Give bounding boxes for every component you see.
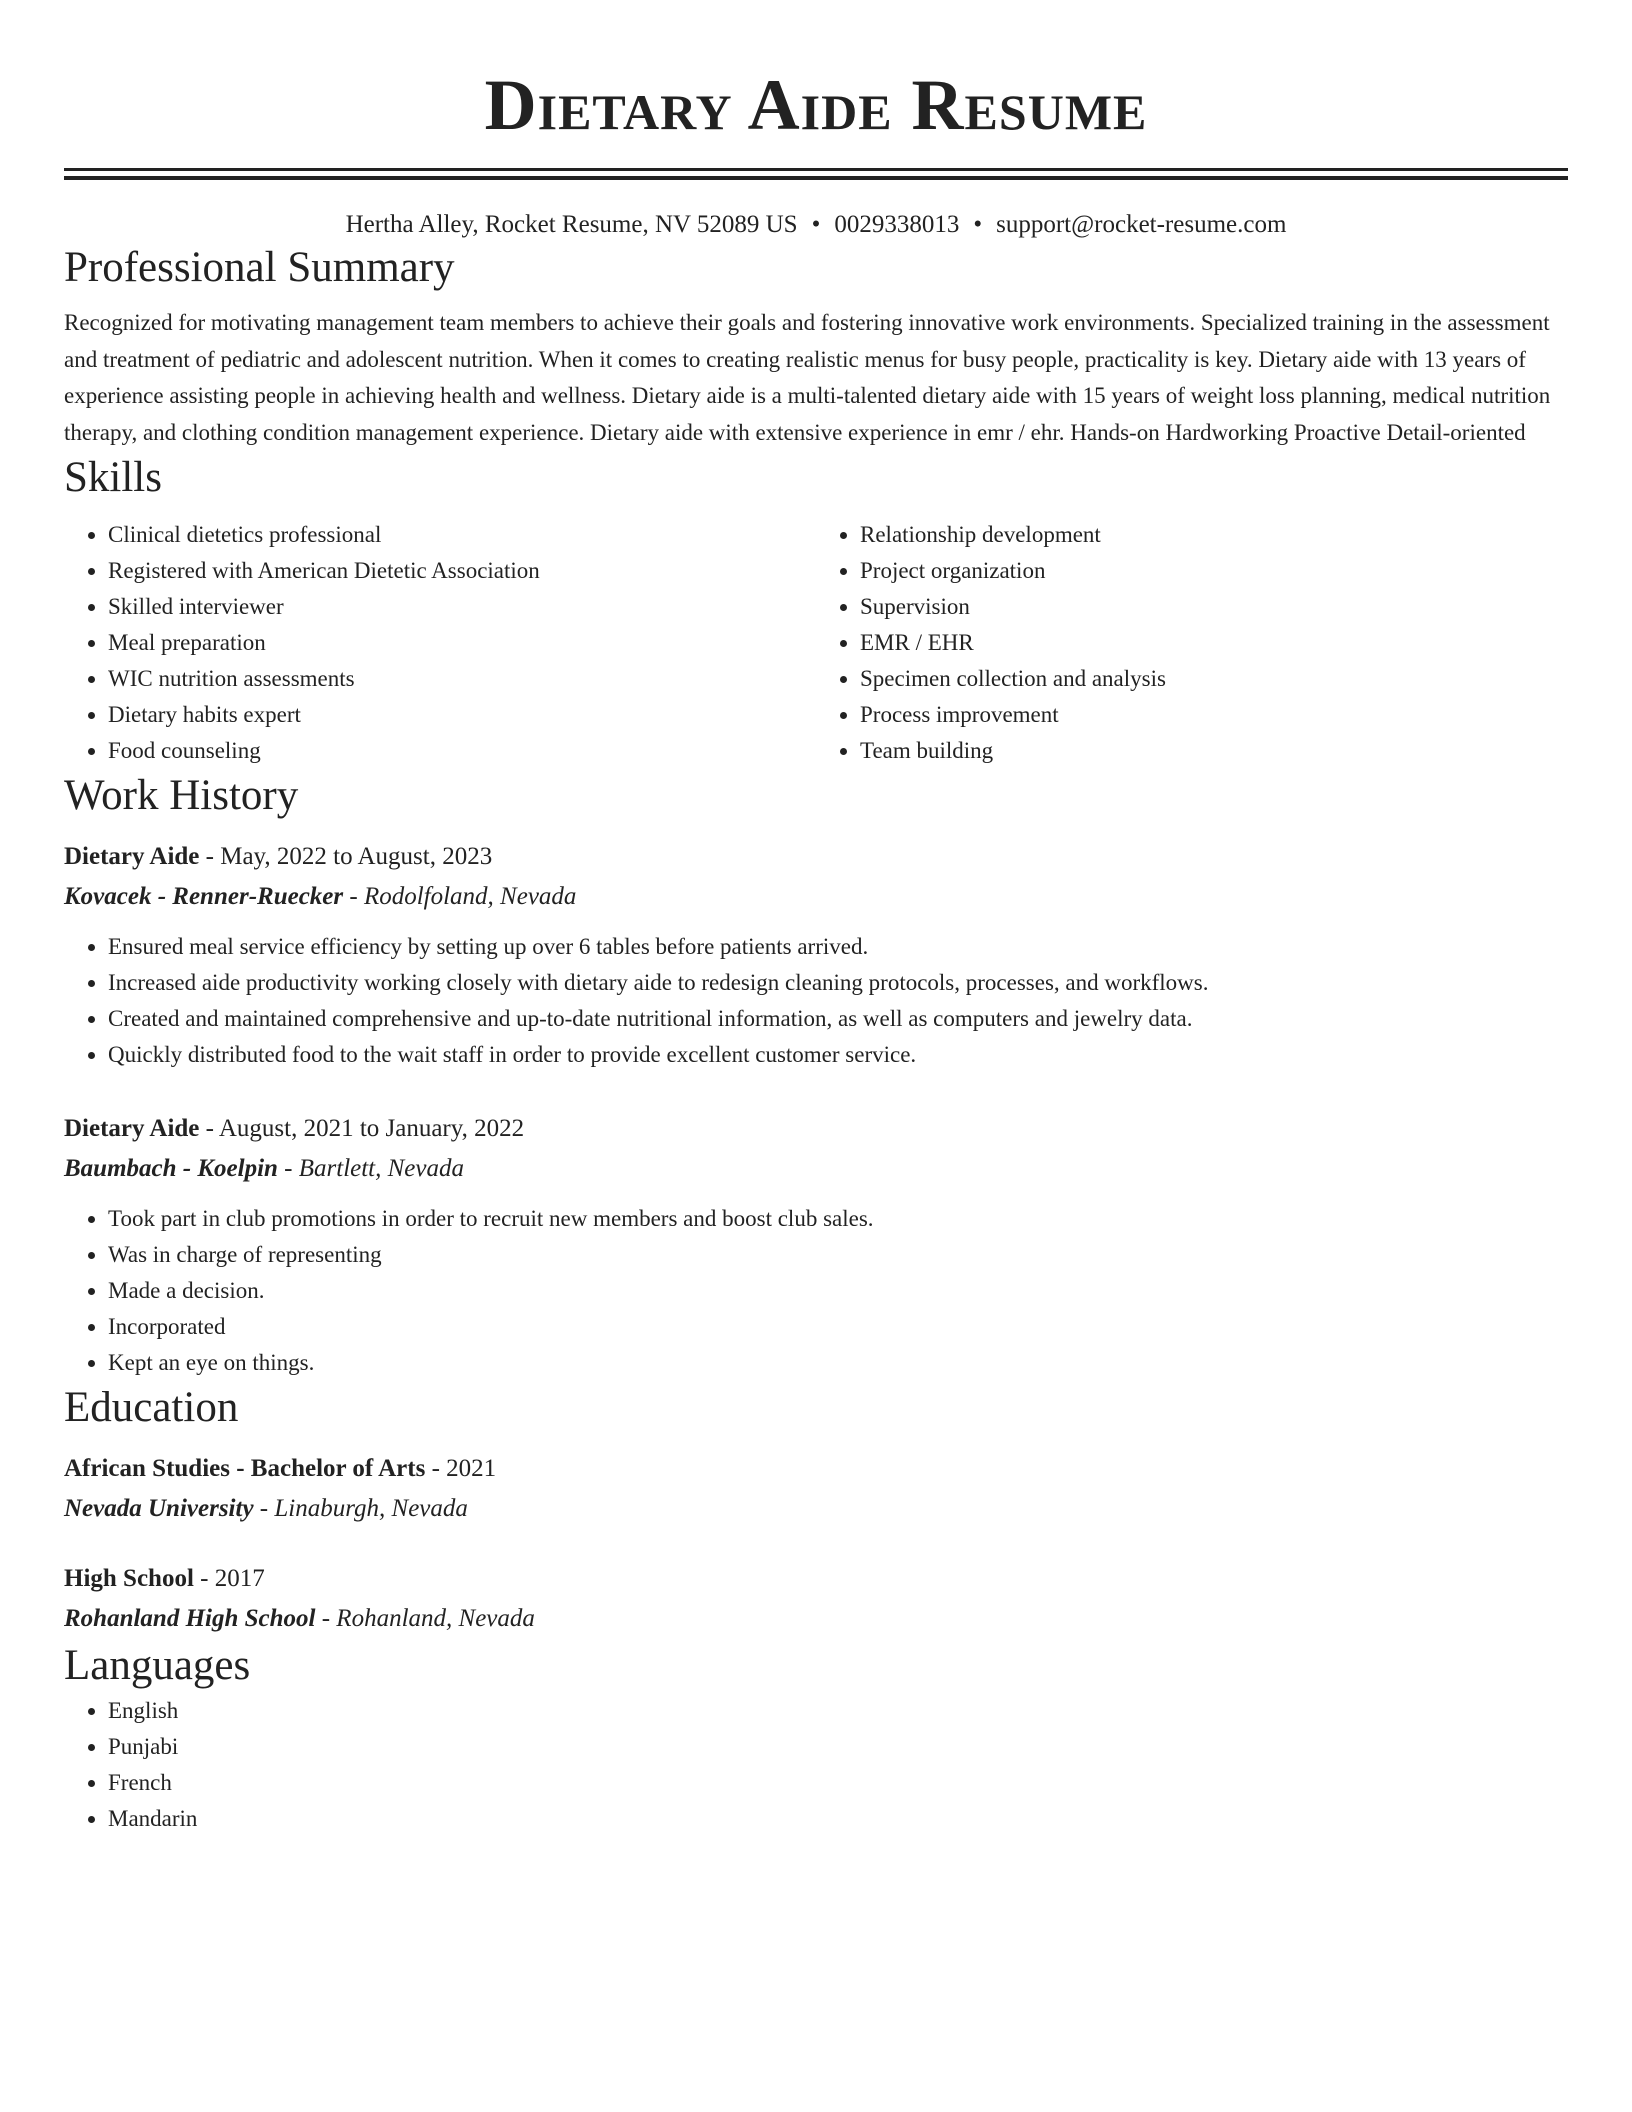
skills-heading: Skills (64, 454, 162, 501)
job-duty: • Quickly distributed food to the wait staff in order to provide excellent customer service. (108, 1037, 1568, 1073)
education-school: Nevada University (64, 1495, 254, 1522)
job-company-line (64, 1149, 1568, 1189)
contact-separator: • (811, 211, 821, 238)
job-dates: - May, 2022 to August, 2023 (199, 843, 493, 870)
education-entry (64, 1449, 1568, 1529)
job-duty: • Took part in club promotions in order to recruit new members and boost club sales. (108, 1201, 1568, 1237)
education-school-line (64, 1599, 1568, 1639)
education-header (64, 1449, 1568, 1489)
job-company: Kovacek - Renner-Ruecker (64, 883, 344, 910)
skill-item: • Specimen collection and analysis (860, 661, 1568, 697)
job-company: Baumbach - Koelpin (64, 1155, 278, 1182)
contact-line (64, 209, 1568, 241)
summary-heading: Professional Summary (64, 244, 455, 291)
job-duty: • Kept an eye on things. (108, 1345, 1568, 1381)
contact-separator: • (973, 211, 983, 238)
job-entry (64, 837, 1568, 1073)
skill-item: • Dietary habits expert (108, 697, 816, 733)
summary-text: Recognized for motivating management team members to achieve their goals and fostering innovative work environments. Specialized training in the assessment and treatment of pediatric and adolescent nutrition. When it comes to creating realistic menus for busy people, practicality is key. Dietary aide with 13 years of experience assisting people in achieving health and wellness. Dietary aide is a multi-talented dietary aide with 15 years of weight loss planning, medical nutrition therapy, and clothing condition management experience. Dietary aide with extensive experience in emr / ehr. Hands-on Hardworking Proactive Detail-oriented (64, 310, 1551, 445)
education-entry (64, 1559, 1568, 1639)
skill-item: • Registered with American Dietetic Association (108, 553, 816, 589)
skill-item: • WIC nutrition assessments (108, 661, 816, 697)
job-entry (64, 1109, 1568, 1381)
skill-item: • Meal preparation (108, 625, 816, 661)
education-location: - Rohanland, Nevada (315, 1605, 535, 1632)
job-duty: • Created and maintained comprehensive and up-to-date nutritional information, as well as computers and jewelry data. (108, 1001, 1568, 1037)
contact-phone: 0029338013 (834, 211, 960, 238)
skill-item: • Clinical dietetics professional (108, 517, 816, 553)
job-location: - Bartlett, Nevada (277, 1155, 464, 1182)
education-heading: Education (64, 1384, 239, 1431)
education-year: - 2021 (425, 1455, 497, 1482)
skills-columns (64, 517, 1568, 769)
job-duty: • Increased aide productivity working closely with dietary aide to redesign cleaning protocols, processes, and workflows. (108, 965, 1568, 1001)
work-history-heading: Work History (64, 772, 299, 819)
skills-list-right (816, 517, 1568, 769)
skill-item: • Food counseling (108, 733, 816, 769)
job-title: Dietary Aide (64, 843, 200, 870)
contact-address: Hertha Alley, Rocket Resume, NV 52089 US (345, 211, 798, 238)
skill-item: • Process improvement (860, 697, 1568, 733)
education-school: Rohanland High School (64, 1605, 316, 1632)
education-header (64, 1559, 1568, 1599)
job-duty: • Ensured meal service efficiency by setting up over 6 tables before patients arrived. (108, 929, 1568, 965)
resume-title: Dietary Aide Resume (484, 65, 1148, 145)
contact-email: support@rocket-resume.com (996, 211, 1287, 238)
skill-item: • Relationship development (860, 517, 1568, 553)
skills-list-left (64, 517, 816, 769)
education-degree: High School (64, 1565, 194, 1592)
skill-item: • Skilled interviewer (108, 589, 816, 625)
education-year: - 2017 (193, 1565, 265, 1592)
job-duties (64, 1201, 1568, 1381)
language-item: • English (108, 1693, 1568, 1729)
job-duty: • Made a decision. (108, 1273, 1568, 1309)
skill-item: • Project organization (860, 553, 1568, 589)
job-title: Dietary Aide (64, 1115, 200, 1142)
job-duty: • Was in charge of representing (108, 1237, 1568, 1273)
job-duties (64, 929, 1568, 1073)
languages-heading: Languages (64, 1642, 251, 1689)
skill-item: • Team building (860, 733, 1568, 769)
job-location: - Rodolfoland, Nevada (343, 883, 577, 910)
skill-item: • EMR / EHR (860, 625, 1568, 661)
job-duty: • Incorporated (108, 1309, 1568, 1345)
job-company-line (64, 877, 1568, 917)
languages-list (64, 1693, 1568, 1837)
language-item: • Punjabi (108, 1729, 1568, 1765)
language-item: • French (108, 1765, 1568, 1801)
job-header (64, 1109, 1568, 1149)
language-item: • Mandarin (108, 1801, 1568, 1837)
skill-item: • Supervision (860, 589, 1568, 625)
job-dates: - August, 2021 to January, 2022 (199, 1115, 525, 1142)
education-school-line (64, 1489, 1568, 1529)
education-degree: African Studies - Bachelor of Arts (64, 1455, 426, 1482)
education-location: - Linaburgh, Nevada (253, 1495, 468, 1522)
title-divider (64, 168, 1568, 171)
job-header (64, 837, 1568, 877)
